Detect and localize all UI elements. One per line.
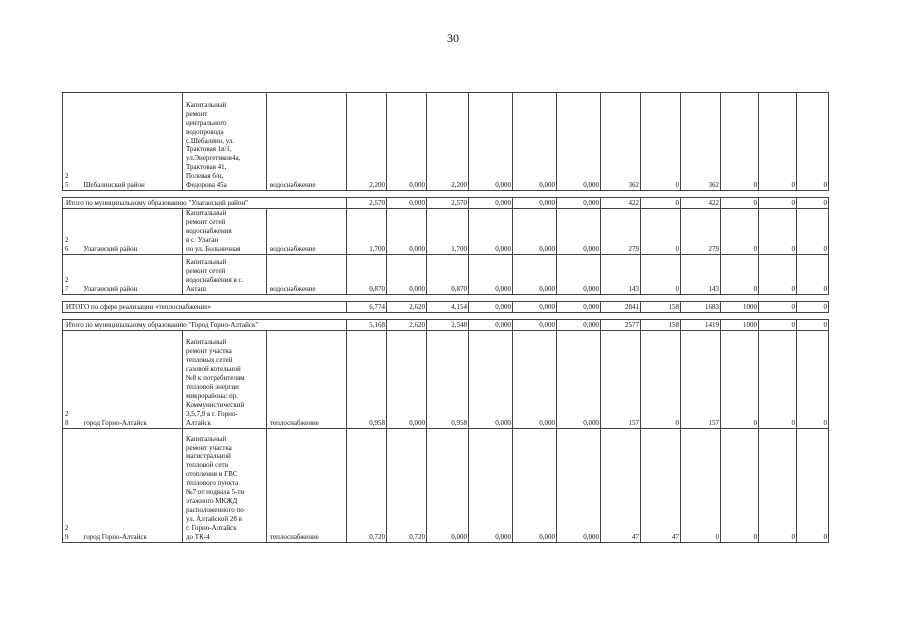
budget-regional-cell: 2,620	[387, 319, 427, 330]
total-cost-cell: 1,700	[347, 209, 387, 255]
tariff-c-cell: 0	[721, 330, 759, 428]
tariff-b-cell: 157	[681, 330, 721, 428]
tariff-total-cell: 2841	[601, 301, 641, 312]
tariff-d-cell: 0	[759, 319, 797, 330]
budget-regional-cell: 0,000	[387, 254, 427, 294]
sector-cell: водоснабжение	[267, 254, 347, 294]
sector-cell: водоснабжение	[267, 93, 347, 191]
budget-local-cell: 1,700	[427, 209, 469, 255]
project-description: Капитальный ремонт центрального водопровода с.Шебалино, ул. Трактовая 1в/1, ул.Энергетиков4а, Трактовая 41, Полевая б/н, Федорова 45а	[183, 93, 267, 191]
budget-federal-cell: 0,000	[469, 330, 513, 428]
total-row	[63, 198, 829, 209]
tariff-c-cell: 0	[721, 254, 759, 294]
row-spacer	[63, 294, 829, 301]
project-description: Капитальный ремонт участка магистральной тепловой сети отопления и ГВС теплового пункта №7 от подвала 5-ти этажного МКЖД расположенного по ул. Алтайской 28 в г. Горно-Алтайск до ТК-4	[183, 428, 267, 542]
tariff-c-cell: 0	[721, 428, 759, 542]
budget-regional-cell: 0,000	[387, 198, 427, 209]
tariff-b-cell: 1683	[681, 301, 721, 312]
tariff-e-cell: 0	[797, 254, 829, 294]
tariff-b-cell: 143	[681, 254, 721, 294]
other-sources-cell: 0,000	[557, 330, 601, 428]
tariff-b-cell: 0	[681, 428, 721, 542]
tariff-a-cell: 158	[641, 301, 681, 312]
tariff-e-cell: 0	[797, 198, 829, 209]
row-spacer	[63, 312, 829, 319]
tariff-d-cell: 0	[759, 330, 797, 428]
district-cell: Улаганский район	[81, 254, 183, 294]
tariff-total-cell: 143	[601, 254, 641, 294]
tariff-d-cell: 0	[759, 254, 797, 294]
extra-budget-cell: 0,000	[513, 301, 557, 312]
page-number: 30	[447, 31, 459, 45]
tariff-a-cell: 0	[641, 209, 681, 255]
budget-regional-cell: 0,000	[387, 330, 427, 428]
tariff-c-cell: 0	[721, 93, 759, 191]
tariff-e-cell: 0	[797, 428, 829, 542]
budget-federal-cell: 0,000	[469, 319, 513, 330]
table-row	[63, 209, 829, 255]
total-cost-cell: 5,168	[347, 319, 387, 330]
tariff-b-cell: 279	[681, 209, 721, 255]
budget-regional-cell: 0,720	[387, 428, 427, 542]
row-number: 2 7	[63, 254, 81, 294]
project-description: Капитальный ремонт сетей водоснабжения в с. Акташ	[183, 254, 267, 294]
tariff-e-cell: 0	[797, 330, 829, 428]
budget-federal-cell: 0,000	[469, 428, 513, 542]
sector-cell: теплоснабжение	[267, 428, 347, 542]
extra-budget-cell: 0,000	[513, 319, 557, 330]
tariff-d-cell: 0	[759, 428, 797, 542]
table-row	[63, 330, 829, 428]
total-label: Итого по муниципальному образованию "Улаганский район"	[63, 198, 347, 209]
budget-local-cell: 2,200	[427, 93, 469, 191]
extra-budget-cell: 0,000	[513, 198, 557, 209]
total-cost-cell: 0,720	[347, 428, 387, 542]
tariff-a-cell: 0	[641, 254, 681, 294]
tariff-c-cell: 1000	[721, 301, 759, 312]
budget-regional-cell: 0,000	[387, 93, 427, 191]
tariff-total-cell: 157	[601, 330, 641, 428]
other-sources-cell: 0,000	[557, 93, 601, 191]
tariff-a-cell: 158	[641, 319, 681, 330]
budget-local-cell: 2,548	[427, 319, 469, 330]
budget-regional-cell: 2,620	[387, 301, 427, 312]
tariff-c-cell: 1000	[721, 319, 759, 330]
district-cell: город Горно-Алтайск	[81, 428, 183, 542]
sector-cell: водоснабжение	[267, 209, 347, 255]
total-cost-cell: 2,200	[347, 93, 387, 191]
total-cost-cell: 6,774	[347, 301, 387, 312]
tariff-a-cell: 0	[641, 93, 681, 191]
tariff-total-cell: 2577	[601, 319, 641, 330]
budget-federal-cell: 0,000	[469, 93, 513, 191]
row-number: 2 9	[63, 428, 81, 542]
row-number: 2 5	[63, 93, 81, 191]
extra-budget-cell: 0,000	[513, 330, 557, 428]
tariff-e-cell: 0	[797, 209, 829, 255]
other-sources-cell: 0,000	[557, 209, 601, 255]
tariff-total-cell: 47	[601, 428, 641, 542]
tariff-b-cell: 1419	[681, 319, 721, 330]
tariff-d-cell: 0	[759, 198, 797, 209]
investment-table	[62, 92, 829, 543]
tariff-d-cell: 0	[759, 301, 797, 312]
total-cost-cell: 2,570	[347, 198, 387, 209]
total-cost-cell: 0,870	[347, 254, 387, 294]
row-number: 2 6	[63, 209, 81, 255]
tariff-c-cell: 0	[721, 198, 759, 209]
district-cell: город Горно-Алтайск	[81, 330, 183, 428]
row-number: 2 8	[63, 330, 81, 428]
table-row	[63, 93, 829, 191]
budget-federal-cell: 0,000	[469, 301, 513, 312]
tariff-d-cell: 0	[759, 93, 797, 191]
table-row	[63, 254, 829, 294]
budget-local-cell: 4,154	[427, 301, 469, 312]
tariff-c-cell: 0	[721, 209, 759, 255]
other-sources-cell: 0,000	[557, 301, 601, 312]
tariff-a-cell: 0	[641, 330, 681, 428]
tariff-a-cell: 47	[641, 428, 681, 542]
project-description: Капитальный ремонт сетей водоснабжения в с. Улаган по ул. Больничная	[183, 209, 267, 255]
extra-budget-cell: 0,000	[513, 93, 557, 191]
tariff-total-cell: 422	[601, 198, 641, 209]
tariff-total-cell: 279	[601, 209, 641, 255]
district-cell: Шебалинский район	[81, 93, 183, 191]
project-description: Капитальный ремонт участка тепловых сетей газовой котельной №8 к потребителям тепловой энергии микрорайона: пр. Коммунистический 3,5,7,9 в г. Горно- Алтайск	[183, 330, 267, 428]
tariff-b-cell: 362	[681, 93, 721, 191]
budget-federal-cell: 0,000	[469, 198, 513, 209]
district-cell: Улаганский район	[81, 209, 183, 255]
tariff-e-cell: 0	[797, 93, 829, 191]
budget-federal-cell: 0,000	[469, 254, 513, 294]
tariff-b-cell: 422	[681, 198, 721, 209]
sector-cell: теплоснабжение	[267, 330, 347, 428]
other-sources-cell: 0,000	[557, 319, 601, 330]
table-row	[63, 428, 829, 542]
extra-budget-cell: 0,000	[513, 209, 557, 255]
budget-regional-cell: 0,000	[387, 209, 427, 255]
total-row	[63, 301, 829, 312]
budget-local-cell: 0,870	[427, 254, 469, 294]
extra-budget-cell: 0,000	[513, 254, 557, 294]
other-sources-cell: 0,000	[557, 254, 601, 294]
tariff-d-cell: 0	[759, 209, 797, 255]
total-row	[63, 319, 829, 330]
budget-local-cell: 0,958	[427, 330, 469, 428]
extra-budget-cell: 0,000	[513, 428, 557, 542]
total-label: Итого по муниципальному образованию "Город Горно-Алтайск"	[63, 319, 347, 330]
total-label: ИТОГО по сфере реализации «теплоснабжение»	[63, 301, 347, 312]
table-body	[63, 93, 829, 543]
row-spacer	[63, 191, 829, 198]
tariff-e-cell: 0	[797, 319, 829, 330]
tariff-a-cell: 0	[641, 198, 681, 209]
budget-federal-cell: 0,000	[469, 209, 513, 255]
budget-local-cell: 0,000	[427, 428, 469, 542]
tariff-total-cell: 362	[601, 93, 641, 191]
other-sources-cell: 0,000	[557, 428, 601, 542]
budget-local-cell: 2,570	[427, 198, 469, 209]
total-cost-cell: 0,958	[347, 330, 387, 428]
other-sources-cell: 0,000	[557, 198, 601, 209]
tariff-e-cell: 0	[797, 301, 829, 312]
